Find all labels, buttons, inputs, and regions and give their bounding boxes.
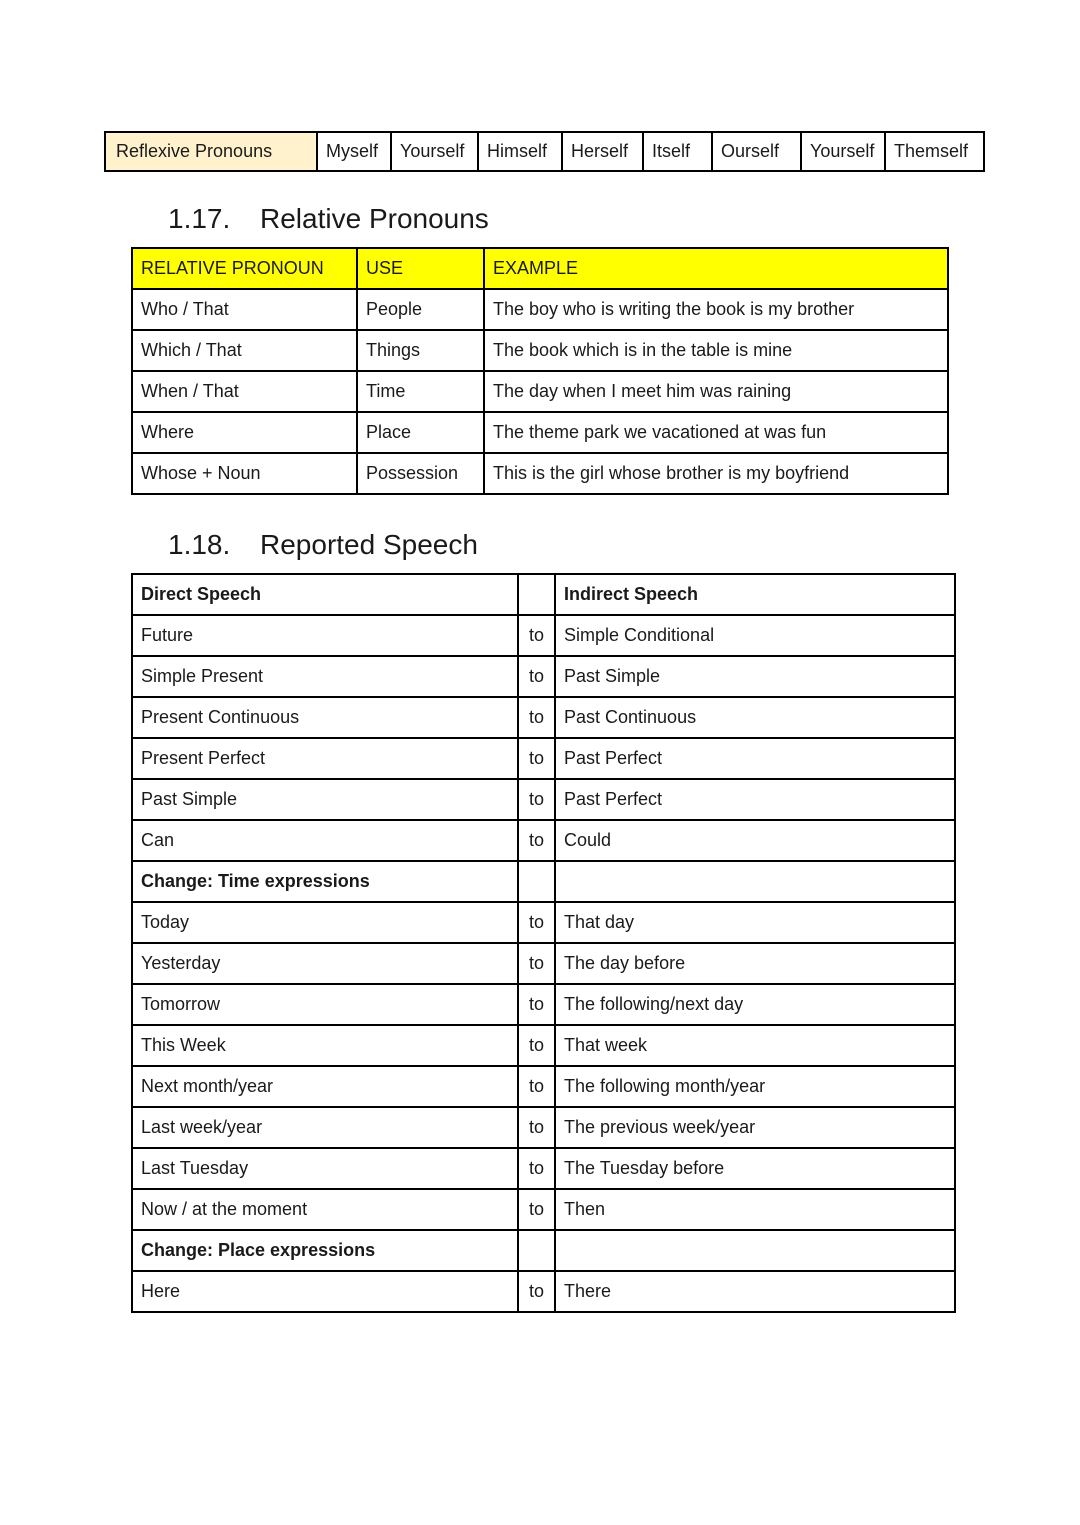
section-title: Reported Speech	[260, 529, 478, 560]
to-cell: to	[518, 984, 555, 1025]
direct-cell: This Week	[132, 1025, 518, 1066]
reflexive-label: Reflexive Pronouns	[105, 132, 317, 171]
table-row	[132, 1148, 955, 1189]
table-row	[132, 1025, 955, 1066]
direct-speech-header: Direct Speech	[132, 574, 518, 615]
direct-cell: Yesterday	[132, 943, 518, 984]
table-row	[132, 1107, 955, 1148]
example-cell: The boy who is writing the book is my brother	[484, 289, 948, 330]
table-row	[132, 371, 948, 412]
to-cell: to	[518, 943, 555, 984]
to-cell	[518, 1230, 555, 1271]
header-cell: EXAMPLE	[484, 248, 948, 289]
indirect-cell: Past Perfect	[555, 779, 955, 820]
table-row	[132, 943, 955, 984]
section-row	[132, 861, 955, 902]
use-cell: Possession	[357, 453, 484, 494]
indirect-cell: Past Perfect	[555, 738, 955, 779]
direct-cell: Now / at the moment	[132, 1189, 518, 1230]
header-cell: RELATIVE PRONOUN	[132, 248, 357, 289]
indirect-cell: Simple Conditional	[555, 615, 955, 656]
reflexive-pronoun-cell: Ourself	[712, 132, 801, 171]
direct-cell: Here	[132, 1271, 518, 1312]
table-row	[132, 656, 955, 697]
to-cell: to	[518, 1066, 555, 1107]
example-cell: This is the girl whose brother is my boyfriend	[484, 453, 948, 494]
indirect-cell: Then	[555, 1189, 955, 1230]
reflexive-pronoun-cell: Yourself	[801, 132, 885, 171]
direct-cell: Future	[132, 615, 518, 656]
reported-speech-table	[131, 573, 956, 1313]
table-row	[132, 779, 955, 820]
table-header-row	[132, 248, 948, 289]
direct-cell: Past Simple	[132, 779, 518, 820]
table-row	[132, 412, 948, 453]
use-cell: Place	[357, 412, 484, 453]
section-label-cell: Change: Place expressions	[132, 1230, 518, 1271]
to-cell: to	[518, 1025, 555, 1066]
table-row	[132, 330, 948, 371]
use-cell: Time	[357, 371, 484, 412]
reflexive-pronoun-cell: Himself	[478, 132, 562, 171]
table-row	[132, 697, 955, 738]
to-cell: to	[518, 656, 555, 697]
example-cell: The day when I meet him was raining	[484, 371, 948, 412]
header-cell: USE	[357, 248, 484, 289]
to-cell: to	[518, 902, 555, 943]
reflexive-pronoun-cell: Itself	[643, 132, 712, 171]
indirect-cell: Could	[555, 820, 955, 861]
to-cell: to	[518, 1189, 555, 1230]
section-label-cell: Change: Time expressions	[132, 861, 518, 902]
indirect-cell: The following/next day	[555, 984, 955, 1025]
indirect-cell: The day before	[555, 943, 955, 984]
indirect-cell: That week	[555, 1025, 955, 1066]
section-number: 1.17.	[168, 203, 231, 234]
to-cell: to	[518, 615, 555, 656]
section-title: Relative Pronouns	[260, 203, 489, 234]
to-cell: to	[518, 1107, 555, 1148]
table-row	[132, 1066, 955, 1107]
section-row	[132, 1230, 955, 1271]
table-row	[132, 902, 955, 943]
reflexive-pronouns-table	[104, 131, 985, 172]
pronoun-cell: When / That	[132, 371, 357, 412]
direct-cell: Last week/year	[132, 1107, 518, 1148]
example-cell: The theme park we vacationed at was fun	[484, 412, 948, 453]
reflexive-pronoun-cell: Yourself	[391, 132, 478, 171]
reported-speech-heading	[168, 529, 478, 561]
indirect-speech-header: Indirect Speech	[555, 574, 955, 615]
direct-cell: Present Continuous	[132, 697, 518, 738]
reflexive-row	[105, 132, 984, 171]
use-cell: People	[357, 289, 484, 330]
pronoun-cell: Where	[132, 412, 357, 453]
table-row	[132, 738, 955, 779]
pronoun-cell: Who / That	[132, 289, 357, 330]
to-cell: to	[518, 1148, 555, 1189]
table-row	[132, 453, 948, 494]
table-row	[132, 289, 948, 330]
table-row	[132, 1271, 955, 1312]
indirect-cell	[555, 861, 955, 902]
direct-cell: Next month/year	[132, 1066, 518, 1107]
indirect-cell: Past Simple	[555, 656, 955, 697]
table-header-row	[132, 574, 955, 615]
reflexive-pronoun-cell: Themself	[885, 132, 984, 171]
to-cell: to	[518, 1271, 555, 1312]
to-cell: to	[518, 697, 555, 738]
direct-cell: Can	[132, 820, 518, 861]
indirect-cell	[555, 1230, 955, 1271]
table-row	[132, 1189, 955, 1230]
to-cell: to	[518, 779, 555, 820]
table-row	[132, 615, 955, 656]
table-row	[132, 820, 955, 861]
reflexive-pronoun-cell: Herself	[562, 132, 643, 171]
indirect-cell: The following month/year	[555, 1066, 955, 1107]
table-row	[132, 984, 955, 1025]
section-number: 1.18.	[168, 529, 231, 560]
to-cell	[518, 861, 555, 902]
relative-pronouns-heading	[168, 203, 489, 235]
pronoun-cell: Whose + Noun	[132, 453, 357, 494]
direct-cell: Tomorrow	[132, 984, 518, 1025]
pronoun-cell: Which / That	[132, 330, 357, 371]
example-cell: The book which is in the table is mine	[484, 330, 948, 371]
indirect-cell: The previous week/year	[555, 1107, 955, 1148]
indirect-cell: Past Continuous	[555, 697, 955, 738]
indirect-cell: That day	[555, 902, 955, 943]
direct-cell: Present Perfect	[132, 738, 518, 779]
direct-cell: Last Tuesday	[132, 1148, 518, 1189]
direct-cell: Simple Present	[132, 656, 518, 697]
direct-cell: Today	[132, 902, 518, 943]
reflexive-pronoun-cell: Myself	[317, 132, 391, 171]
relative-pronouns-table	[131, 247, 949, 495]
use-cell: Things	[357, 330, 484, 371]
to-cell: to	[518, 820, 555, 861]
to-header	[518, 574, 555, 615]
to-cell: to	[518, 738, 555, 779]
indirect-cell: The Tuesday before	[555, 1148, 955, 1189]
indirect-cell: There	[555, 1271, 955, 1312]
